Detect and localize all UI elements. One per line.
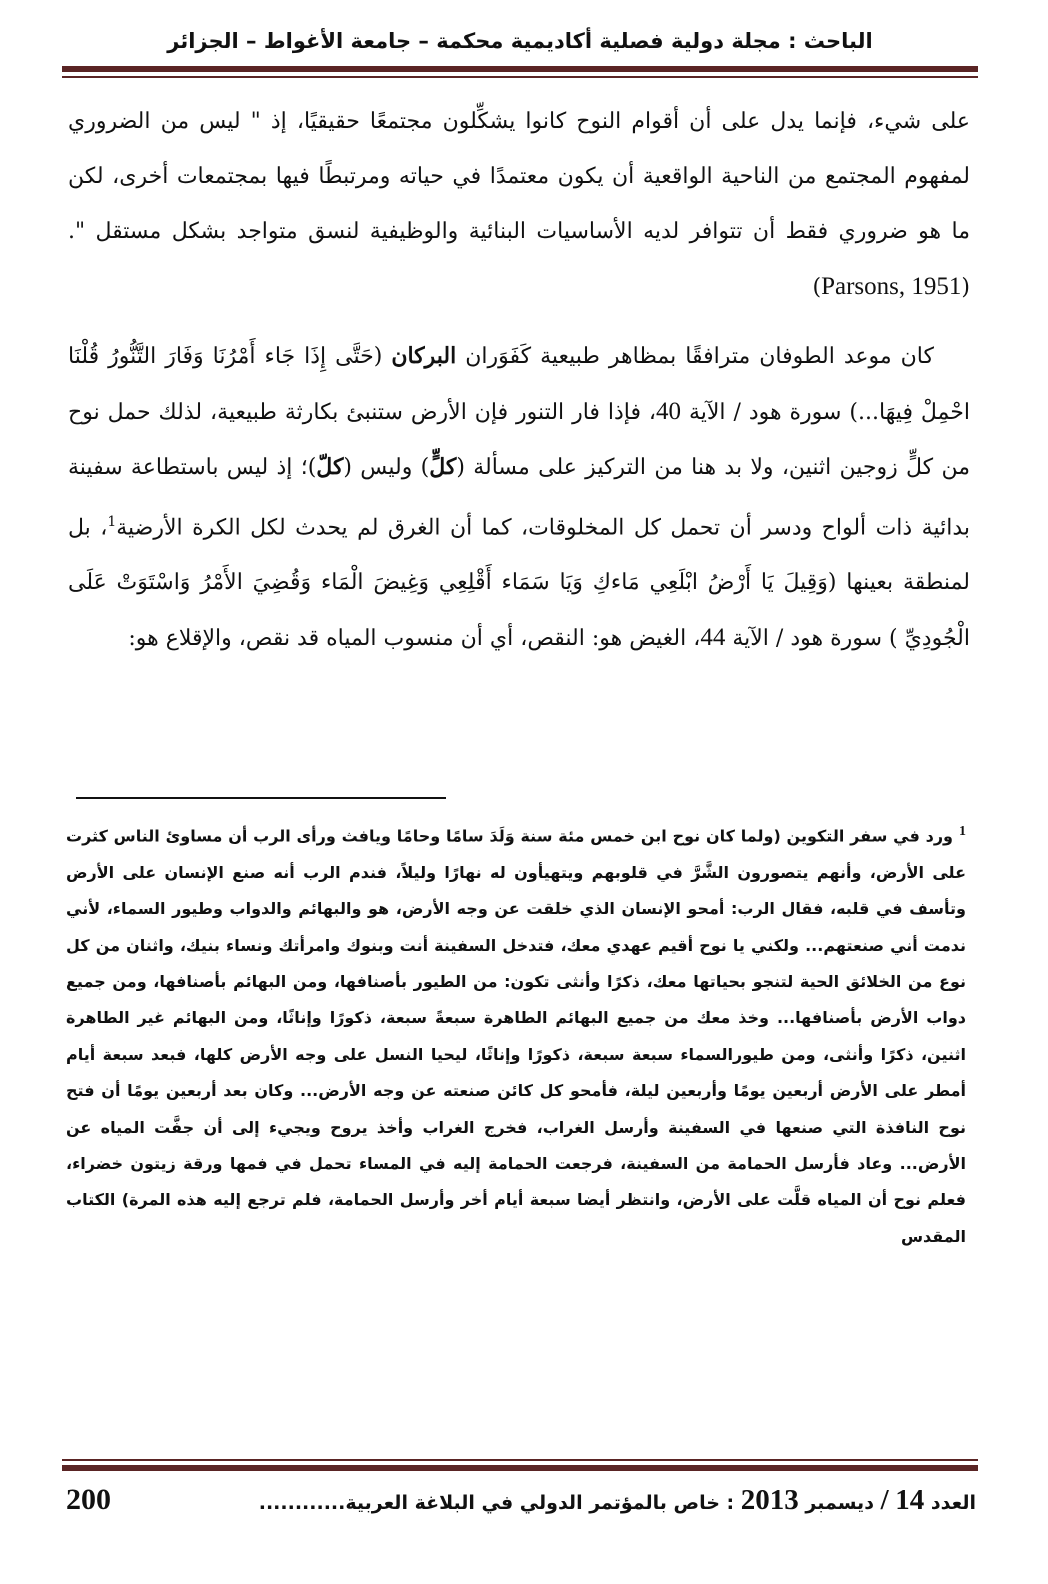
footnote	[66, 814, 966, 1255]
footnote-reference: 1	[107, 514, 117, 530]
special-note: : خاص بالمؤتمر الدولي في البلاغة العربية............	[258, 1491, 735, 1514]
main-body-text	[68, 94, 970, 666]
issue-year: 2013	[740, 1483, 799, 1516]
bold-term: كلٍّ	[429, 454, 457, 480]
paragraph-2: كان موعد الطوفان مترافقًا بمظاهر طبيعية كَفَوَران البركان (حَتَّى إِذَا جَاء أَمْرُنَا وَفَارَ التَّنُّورُ قُلْنَا احْمِلْ فِيهَا...) سورة هود / الآية 40، فإذا فار التنور فإن الأرض ستنبئ بكارثة طبيعية، لذلك حمل نوح من كلٍّ زوجين اثنين، ولا بد هنا من التركيز على مسألة (كلٍّ) وليس (كلّ)؛ إذ ليس باستطاعة سفينة بدائية ذات ألواح ودسر أن تحمل كل المخلوقات، كما أن الغرق لم يحدث لكل الكرة الأرضية$^1$، بل لمنطقة بعينها (وَقِيلَ يَا أَرْضُ ابْلَعِي مَاءكِ وَيَا سَمَاء أَقْلِعِي وَغِيضَ الْمَاء وَقُضِيَ الأَمْرُ وَاسْتَوَتْ عَلَى الْجُودِيِّ ) سورة هود / الآية 44، الغيض هو: النقص، أي أن منسوب المياه قد نقص، والإقلاع هو:	[68, 343, 970, 652]
page-number: 200	[66, 1483, 111, 1516]
footnote-marker: 1	[959, 824, 966, 839]
paragraph-1: على شيء، فإنما يدل على أن أقوام النوح كانوا يشكِّلون مجتمعًا حقيقيًا، إذ " ليس من الضروري لمفهوم المجتمع من الناحية الواقعية أن يكون معتمدًا في حياته ومرتبطًا فيها بمجتمعات أخرى، لكن ما هو ضروري فقط أن تتوافر لديه الأساسيات البنائية والوظيفية لنسق متواجد بشكل مستقل ".(Parsons, 1951)	[68, 109, 970, 300]
footer-rule-thin	[62, 1459, 978, 1461]
verse-number: 40	[656, 398, 682, 425]
bold-term: البركان	[391, 343, 457, 369]
verse-number: 44	[700, 624, 726, 652]
bold-term: كلّ	[316, 454, 344, 480]
issue-info: العدد 14 / ديسمبر 2013 : خاص بالمؤتمر الدولي في البلاغة العربية............	[258, 1483, 976, 1516]
running-header: الباحث : مجلة دولية فصلية أكاديمية محكمة – جامعة الأغواط – الجزائر	[167, 29, 873, 53]
header-rule-thick	[62, 66, 978, 72]
issue-number: 14	[895, 1483, 925, 1516]
footnote-separator	[76, 797, 446, 799]
footer-rule-thick	[62, 1465, 978, 1471]
quran-verse-2: ، بل لمنطقة بعينها (وَقِيلَ يَا أَرْضُ ابْلَعِي مَاءكِ وَيَا سَمَاء أَقْلِعِي وَغِيضَ الْمَاء وَقُضِيَ الأَمْرُ وَاسْتَوَتْ عَلَى الْجُودِيِّ ) سورة هود / الآية	[68, 515, 970, 652]
page-footer	[66, 1480, 976, 1520]
quran-verse-1: (حَتَّى إِذَا جَاء أَمْرُنَا وَفَارَ التَّنُّورُ قُلْنَا احْمِلْ فِيهَا...) سورة هود / الآية	[68, 344, 970, 425]
header-rule-thin	[62, 76, 978, 78]
citation: Parsons, 1951	[821, 273, 962, 300]
footnote-text: 1ورد في سفر التكوين (ولما كان نوح ابن خمس مئة سنة وَلَدَ سامًا وحامًا ويافث ورأى الرب أن مساوئ الناس كثرت على الأرض، وأنهم يتصورون الشَّرَّ في قلوبهم ويتهيأون له نهارًا وليلاً، فندم الرب أنه صنع الإنسان على الأرض وتأسف في قلبه، فقال الرب: أمحو الإنسان الذي خلقت عن وجه الأرض، هو والبهائم والدواب وطيور السماء، لأني ندمت أني صنعتهم... ولكني يا نوح أقيم عهدي معك، فتدخل السفينة أنت وبنوك وامرأتك ونساء بنيك، واثنان من كل نوع من الخلائق الحية لتنجو بحياتها معك، ذكرًا وأنثى تكون: من الطيور بأصنافها، ومن البهائم بأصنافها، ومن جميع دواب الأرض بأصنافها... وخذ معك من جميع البهائم الطاهرة سبعةً سبعة، ذكورًا وإناثًا، ومن البهائم غير الطاهرة اثنين، ذكرًا وأنثى، ومن طيورالسماء سبعة سبعة، ذكورًا وإناثًا، ليحيا النسل على وجه الأرض كلها، فبعد سبعة أيام أمطر على الأرض أربعين يومًا وأربعين ليلة، فأمحو كل كائن صنعته عن وجه الأرض... وكان بعد أربعين يومًا أن فتح نوح النافذة التي صنعها في السفينة وأرسل الغراب، فخرج الغراب وأخذ يروح ويجيء إلى أن جفَّت المياه عن الأرض... وعاد فأرسل الحمامة من السفينة، فرجعت الحمامة إليه في المساء تحمل في فمها ورقة زيتون خضراء، فعلم نوح أن المياه قلَّت على الأرض، وانتظر أيضا سبعة أيام أخر وأرسل الحمامة، فلم ترجع إليه هذه المرة) الكتاب المقدس	[66, 824, 966, 1246]
